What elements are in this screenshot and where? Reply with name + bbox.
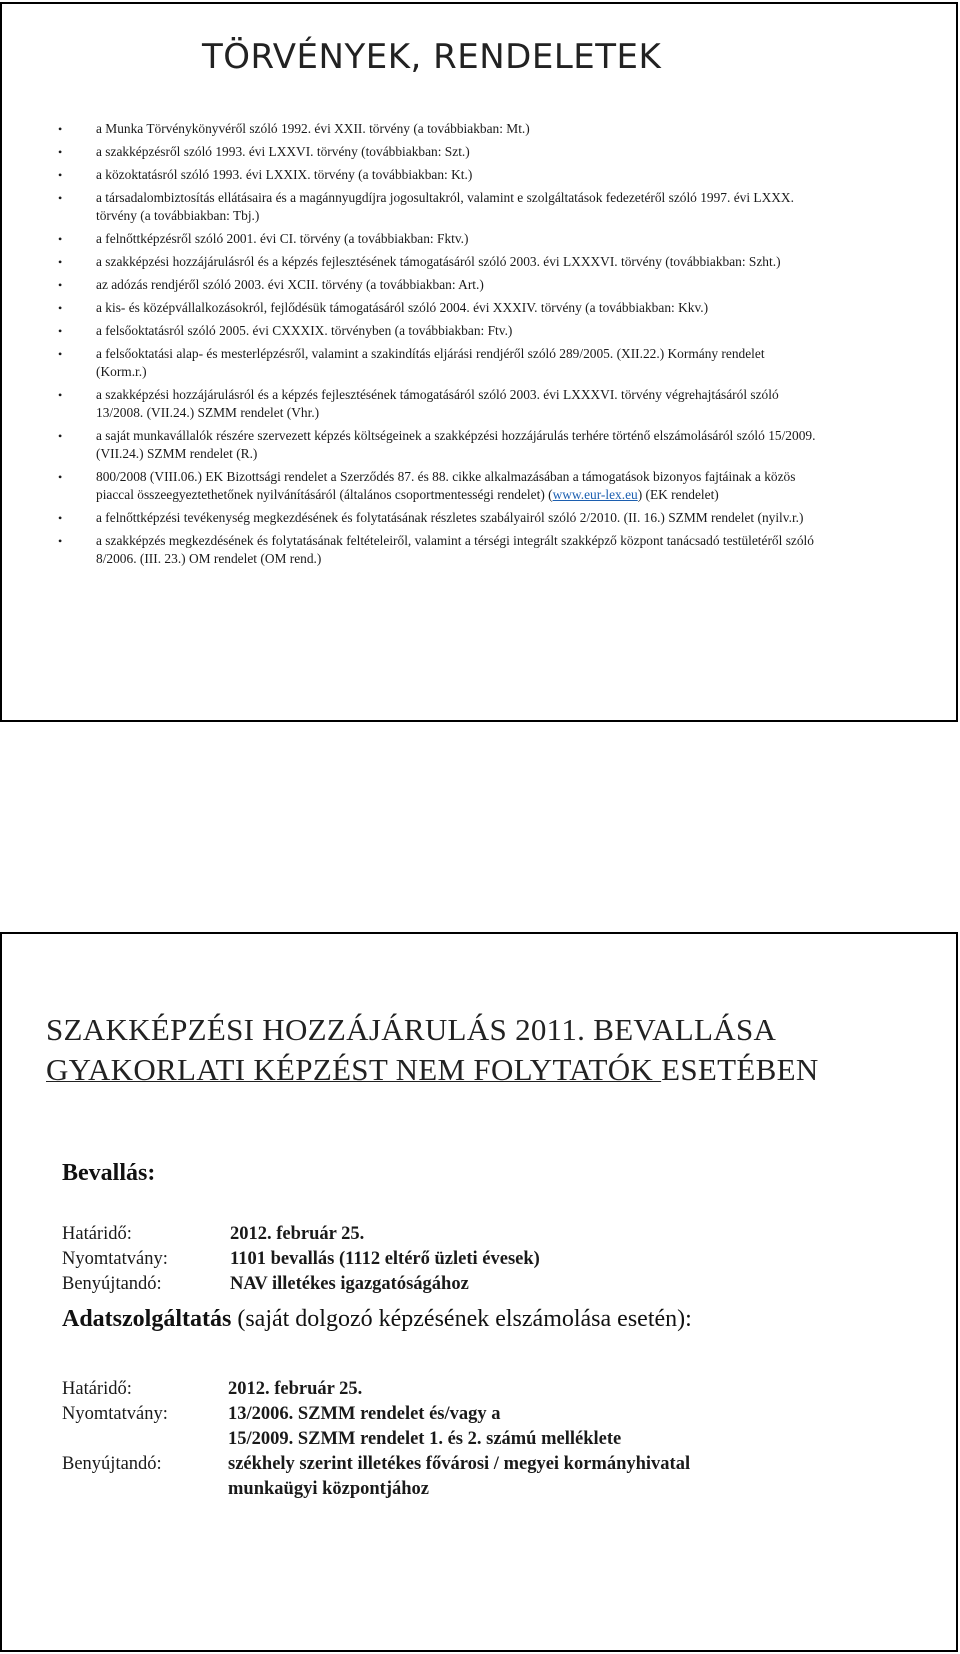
bullet-icon: •	[58, 122, 63, 136]
detail-row	[62, 1272, 862, 1297]
bullet-icon: •	[58, 168, 63, 182]
law-text: a felnőttképzési tevékenység megkezdésének és folytatásának részletes szabályairól szóló 2/2010. (II. 16.) SZMM rendelet (nyilv.r.)	[96, 510, 804, 525]
law-list-item	[58, 299, 818, 317]
bullet-icon: •	[58, 511, 63, 525]
law-list	[58, 120, 818, 573]
law-text: 800/2008 (VIII.06.) EK Bizottsági rendelet a Szerződés 87. és 88. cikke alkalmazásában a támogatások bizonyos fajtáinak a közös piaccal összeegyeztethetőnek nyilvánításáról (általános csoportmentességi rendelet) (	[96, 469, 796, 502]
slide-title	[46, 1010, 819, 1090]
law-list-item	[58, 166, 818, 184]
law-text: a felsőoktatási alap- és mesterlépzésről, valamint a szakindítás eljárási rendjéről szóló 289/2005. (XII.22.) Kormány rendelet (Korm.r.)	[96, 346, 765, 379]
title-line-1: SZAKKÉPZÉSI HOZZÁJÁRULÁS 2011. BEVALLÁSA	[46, 1012, 777, 1047]
law-text: az adózás rendjéről szóló 2003. évi XCII. törvény (a továbbiakban: Art.)	[96, 277, 484, 292]
bullet-icon: •	[58, 429, 63, 443]
bullet-icon: •	[58, 145, 63, 159]
detail-value: munkaügyi központjához	[228, 1479, 429, 1499]
detail-label: Nyomtatvány:	[62, 1249, 168, 1269]
law-list-item	[58, 253, 818, 271]
bevallas-heading: Bevallás:	[62, 1160, 156, 1186]
law-text-after-link: ) (EK rendelet)	[637, 487, 719, 502]
detail-row	[62, 1452, 862, 1477]
detail-row	[62, 1477, 862, 1502]
detail-value: 2012. február 25.	[228, 1379, 363, 1399]
law-list-item	[58, 120, 818, 138]
detail-value: székhely szerint illetékes fővárosi / megyei kormányhivatal	[228, 1454, 691, 1474]
bullet-icon: •	[58, 191, 63, 205]
detail-row	[62, 1427, 862, 1452]
law-list-item	[58, 532, 818, 568]
law-text: a felnőttképzésről szóló 2001. évi CI. törvény (a továbbiakban: Fktv.)	[96, 231, 469, 246]
law-text: a Munka Törvénykönyvéről szóló 1992. évi XXII. törvény (a továbbiakban: Mt.)	[96, 121, 530, 136]
detail-label: Határidő:	[62, 1379, 132, 1399]
law-list-item	[58, 230, 818, 248]
bullet-icon: •	[58, 470, 63, 484]
detail-label: Határidő:	[62, 1224, 132, 1244]
bullet-icon: •	[58, 278, 63, 292]
detail-value: 13/2006. SZMM rendelet és/vagy a	[228, 1404, 501, 1424]
title-line-2-underlined: GYAKORLATI KÉPZÉST NEM FOLYTATÓK	[46, 1052, 662, 1087]
law-list-item	[58, 276, 818, 294]
title-line-2	[46, 1050, 819, 1090]
detail-value: 2012. február 25.	[230, 1224, 365, 1244]
law-text: a közoktatásról szóló 1993. évi LXXIX. törvény (a továbbiakban: Kt.)	[96, 167, 473, 182]
law-text: a szakképzési hozzájárulásról és a képzés fejlesztésének támogatásáról szóló 2003. évi LXXXVI. törvény végrehajtásáról szóló 13/2008. (VII.24.) SZMM rendelet (Vhr.)	[96, 387, 779, 420]
law-text: a szakképzés megkezdésének és folytatásának feltételeiről, valamint a térségi integrált szakképző központ tanácsadó testületéről szóló 8/2006. (III. 23.) OM rendelet (OM rend.)	[96, 533, 814, 566]
law-list-item	[58, 427, 818, 463]
bullet-icon: •	[58, 534, 63, 548]
bullet-icon: •	[58, 301, 63, 315]
law-text: a felsőoktatásról szóló 2005. évi CXXXIX. törvényben (a továbbiakban: Ftv.)	[96, 323, 513, 338]
detail-label: Nyomtatvány:	[62, 1404, 168, 1424]
law-list-item	[58, 509, 818, 527]
law-list-item	[58, 386, 818, 422]
law-list-item	[58, 345, 818, 381]
detail-row	[62, 1247, 862, 1272]
title-line-2-rest: ESETÉBEN	[661, 1052, 819, 1087]
bullet-icon: •	[58, 388, 63, 402]
slide-title: TÖRVÉNYEK, RENDELETEK	[202, 37, 662, 77]
bullet-icon: •	[58, 347, 63, 361]
detail-value: NAV illetékes igazgatóságához	[230, 1274, 469, 1294]
detail-row	[62, 1222, 862, 1247]
law-text: a saját munkavállalók részére szervezett képzés költségeinek a szakképzési hozzájárulás terhére történő elszámolásáról szóló 15/2009. (VII.24.) SZMM rendelet (R.)	[96, 428, 816, 461]
detail-row	[62, 1377, 862, 1402]
law-list-item	[58, 143, 818, 161]
adatszolgaltatas-heading	[62, 1306, 692, 1333]
law-list-item	[58, 322, 818, 340]
law-text: a kis- és középvállalkozásokról, fejlődésük támogatásáról szóló 2004. évi XXXIV. törvény (a továbbiakban: Kkv.)	[96, 300, 709, 315]
adatszolgaltatas-heading-bold: Adatszolgáltatás	[62, 1306, 232, 1332]
adatszolgaltatas-heading-rest: (saját dolgozó képzésének elszámolása esetén):	[231, 1306, 692, 1332]
bevallas-details	[62, 1222, 862, 1297]
detail-label: Benyújtandó:	[62, 1454, 162, 1474]
adatszolgaltatas-details	[62, 1377, 862, 1502]
bullet-icon: •	[58, 255, 63, 269]
bullet-icon: •	[58, 232, 63, 246]
detail-value: 1101 bevallás (1112 eltérő üzleti évesek)	[230, 1249, 540, 1269]
law-text: a szakképzésről szóló 1993. évi LXXVI. törvény (továbbiakban: Szt.)	[96, 144, 470, 159]
detail-label: Benyújtandó:	[62, 1274, 162, 1294]
bullet-icon: •	[58, 324, 63, 338]
law-list-item	[58, 189, 818, 225]
law-list-item	[58, 468, 818, 504]
detail-row	[62, 1402, 862, 1427]
law-text: a szakképzési hozzájárulásról és a képzés fejlesztésének támogatásáról szóló 2003. évi LXXXVI. törvény (továbbiakban: Szht.)	[96, 254, 781, 269]
detail-value: 15/2009. SZMM rendelet 1. és 2. számú melléklete	[228, 1429, 622, 1449]
slide-laws	[0, 2, 958, 722]
eur-lex-link[interactable]: www.eur-lex.eu	[552, 487, 638, 502]
detail-label	[62, 1477, 228, 1502]
slide-contribution-return	[0, 932, 958, 1652]
law-text: a társadalombiztosítás ellátásaira és a magánnyugdíjra jogosultakról, valamint e szolgáltatások fedezetéről szóló 1997. évi LXXX. törvény (a továbbiakban: Tbj.)	[96, 190, 794, 223]
detail-label	[62, 1427, 228, 1452]
